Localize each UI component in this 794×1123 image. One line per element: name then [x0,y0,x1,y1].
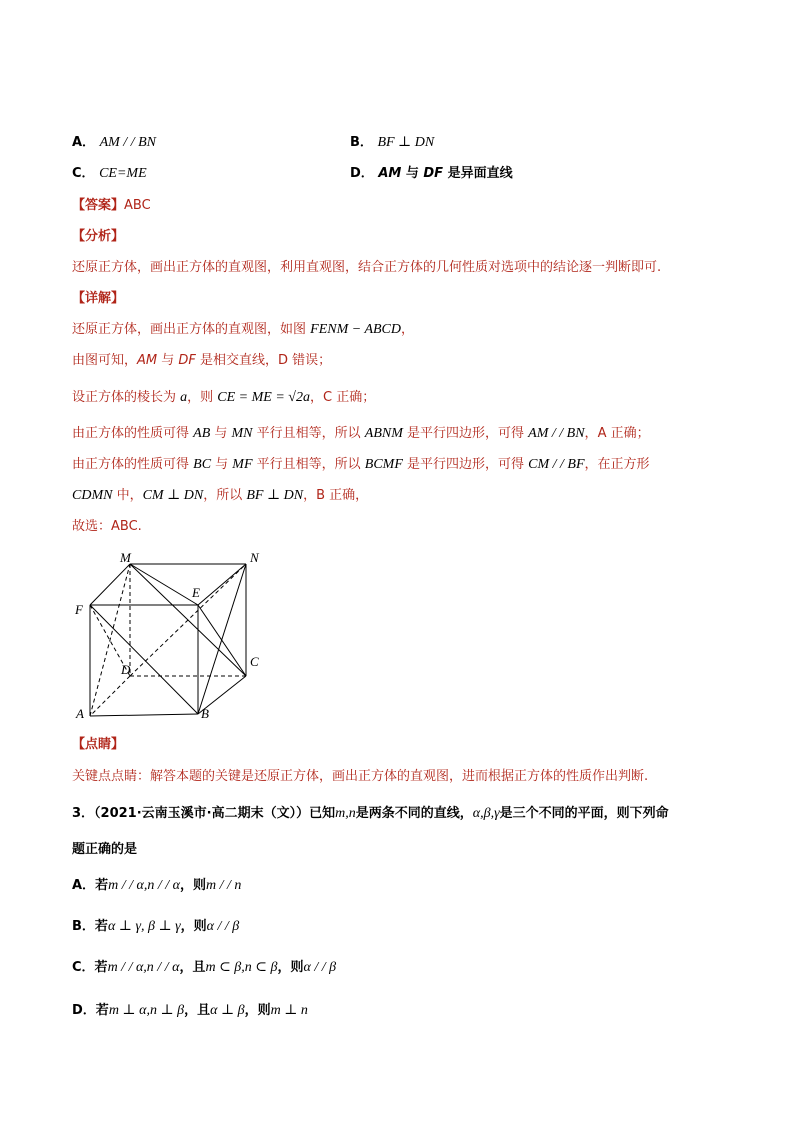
text: B 正确， [316,488,369,503]
q3-option-c [72,958,336,978]
math: α,β,γ [472,806,500,821]
diag-me [130,564,198,605]
math: m / / α,n / / α [108,878,180,893]
text: 与 [211,457,233,472]
remark-tag: 【点睛】 [72,737,125,752]
option-a [72,133,156,153]
math: CDMN [72,488,113,503]
math: α ⊥ β [210,1003,245,1018]
cube-figure [70,550,270,720]
option-c [72,164,147,184]
text: ，则 [179,878,206,893]
detail-tag-line [72,289,124,309]
option-var: DF [423,166,444,181]
text: ，则 [277,960,304,975]
question-number: 3． [72,806,95,821]
q3-option-a [72,876,241,896]
detail-line-6 [72,486,368,506]
label-d: D [121,662,131,677]
diag-fb [90,605,198,714]
text: 与 [210,426,232,441]
detail-tag: 【详解】 [72,291,125,306]
remark-text: 关键点点睛：解答本题的关键是还原正方体，画出正方体的直观图，进而根据正方体的性质作出判断. [72,769,649,784]
text: 已知 [309,806,336,821]
math: AB [193,426,211,441]
math: MN [231,426,253,441]
math: BCMF [364,457,403,472]
q3-option-d [72,1001,308,1021]
option-b [350,133,434,153]
option-letter: D． [72,1003,96,1018]
text: 若 [95,1003,109,1018]
text: ， [584,426,598,441]
text: 是平行四边形，可得 [402,457,529,472]
text: ，在正方形 [584,457,650,472]
option-letter: D． [350,166,374,181]
answer-tag: 【答案】 [72,198,125,213]
label-a: A [76,706,84,720]
math: α / / β [303,960,337,975]
math: m ⊥ α,n ⊥ β [108,1003,185,1018]
text: 是相交直线， [195,353,279,368]
text: D 错误； [278,353,332,368]
text: ，所以 [203,488,247,503]
text: ， [303,488,317,503]
math: α ⊥ γ, β ⊥ γ [107,919,181,934]
detail-line-7: 故选：ABC. [72,519,142,534]
text: 是三个不同的平面，则下列命 [499,806,669,821]
answer-value: ABC [124,198,151,213]
var: DF [178,353,196,368]
edge-ab [90,714,198,716]
text: 中， [112,488,143,503]
text: 与 [157,353,179,368]
text: ， [309,390,323,405]
option-math: AM / / BN [99,135,156,150]
math: m,n [335,806,356,821]
label-e: E [192,585,200,600]
detail-line-4 [72,424,650,444]
math: BC [193,457,212,472]
math: a [180,390,188,405]
analysis-tag-line [72,227,124,247]
math: m ⊂ β,n ⊂ β [205,960,278,975]
option-letter: B． [72,919,95,934]
math: CM ⊥ DN [142,488,204,503]
math: CE = ME = √2a [217,390,310,405]
label-m: M [120,550,131,565]
remark-tag-line [72,735,124,755]
text: 平行且相等，所以 [252,457,365,472]
text: 由正方体的性质可得 [72,457,194,472]
option-letter: A． [72,135,96,150]
analysis-tag: 【分析】 [72,229,125,244]
math: FENM − ABCD [310,322,401,337]
label-n: N [250,550,259,565]
text: 是两条不同的直线， [355,806,473,821]
edge-en [198,564,246,605]
edge-fm [90,564,130,605]
math: BF ⊥ DN [246,488,304,503]
q3-stem-line-2: 题正确的是 [72,842,138,857]
text: 是平行四边形，可得 [402,426,529,441]
detail-line-1 [72,320,414,340]
option-var: AM [378,166,402,181]
math: AM / / BN [528,426,585,441]
option-d [350,164,513,184]
text: 由图可知， [72,353,138,368]
diag-ec [198,605,246,676]
text: ，则 [187,390,218,405]
q3-option-b [72,917,239,937]
analysis-text: 还原正方体，画出正方体的直观图，利用直观图，结合正方体的几何性质对选项中的结论逐一判断即可. [72,260,662,275]
option-letter: C． [72,166,95,181]
question-source: （2021·云南玉溪市·高二期末（文）） [94,806,310,821]
hidden-da [90,676,130,716]
text: ，且 [184,1003,211,1018]
math: m / / α,n / / α [107,960,180,975]
option-letter: C． [72,960,95,975]
math: α / / β [206,919,240,934]
math: m / / n [205,878,242,893]
option-math: BF ⊥ DN [377,135,435,150]
option-text: 与 [401,166,424,181]
option-text: 是异面直线 [443,166,513,181]
detail-line-2 [72,351,331,371]
label-b: B [201,706,209,720]
text: A 正确； [597,426,650,441]
detail-line-5 [72,455,650,475]
answer-line [72,196,151,216]
text: 平行且相等，所以 [252,426,365,441]
text: ， [401,322,415,337]
math: ABNM [364,426,403,441]
text: 若 [94,960,108,975]
detail-line-3 [72,388,375,408]
text: 若 [94,919,108,934]
text: ，且 [179,960,206,975]
option-math: CE=ME [99,166,147,181]
math: m ⊥ n [270,1003,308,1018]
math: CM / / BF [528,457,585,472]
text: C 正确； [322,390,376,405]
text: 若 [95,878,109,893]
var: AM [137,353,158,368]
text: 由正方体的性质可得 [72,426,194,441]
label-c: C [250,654,259,669]
math: MF [232,457,253,472]
label-f: F [75,602,83,617]
text: 设正方体的棱长为 [72,390,181,405]
option-letter: B． [350,135,373,150]
text: 还原正方体，画出正方体的直观图，如图 [72,322,311,337]
text: ，则 [244,1003,271,1018]
text: ，则 [180,919,207,934]
q3-stem-line-1 [72,804,669,824]
option-letter: A． [72,878,96,893]
